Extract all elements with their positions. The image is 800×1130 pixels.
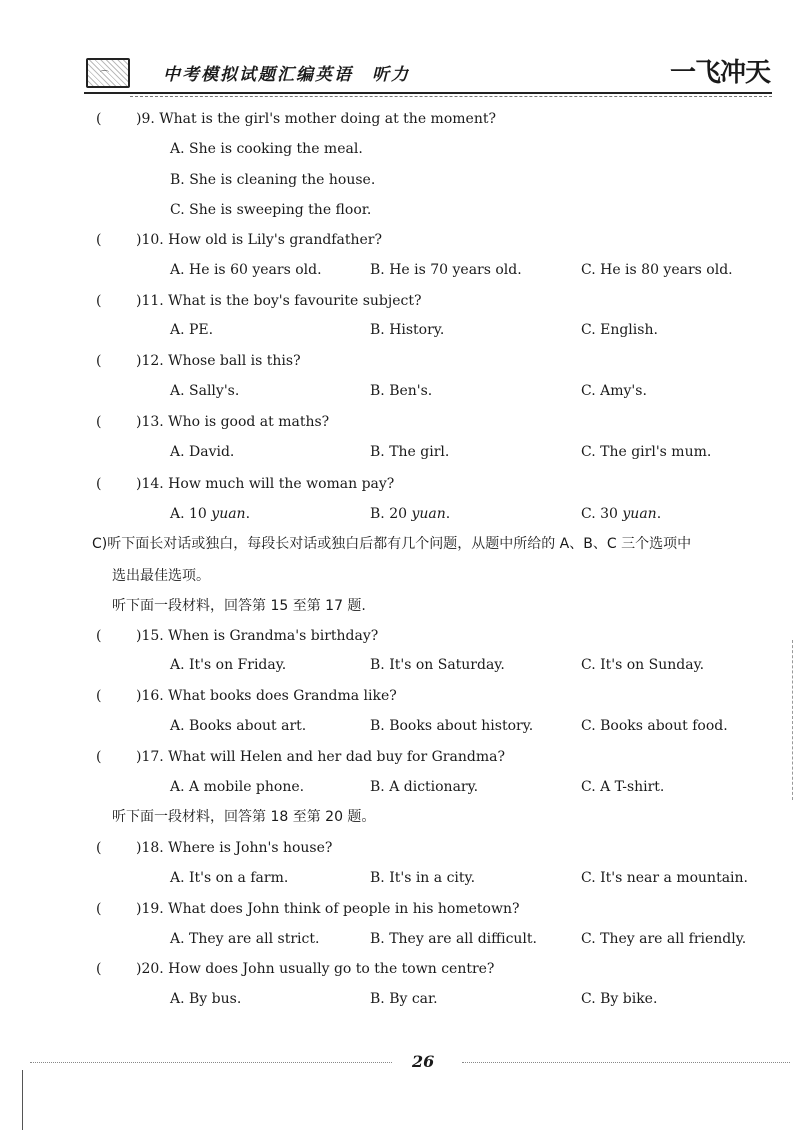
question-18: )18. Where is John's house?: [136, 840, 333, 856]
page-header: [0, 0, 800, 100]
option-18a: A. It's on a farm.: [170, 870, 289, 886]
answer-paren: (: [96, 353, 102, 369]
brand-title: 一飞冲天: [669, 58, 770, 88]
series-title: 中考模拟试题汇编英语 听力: [163, 65, 410, 85]
option-20a: A. By bus.: [170, 991, 242, 1007]
option-14c: C. 30 yuan.: [581, 506, 662, 522]
series-logo-icon: [86, 58, 130, 88]
page-number: 26: [412, 1052, 435, 1071]
option-12a: A. Sally's.: [170, 383, 240, 399]
option-9a: A. She is cooking the meal.: [170, 141, 363, 157]
section-c-instruction-cont: 选出最佳选项。: [112, 568, 210, 584]
answer-paren: (: [96, 414, 102, 430]
option-16a: A. Books about art.: [170, 718, 307, 734]
option-19a: A. They are all strict.: [170, 931, 320, 947]
option-11c: C. English.: [581, 322, 658, 338]
option-15c: C. It's on Sunday.: [581, 657, 705, 673]
question-16: )16. What books does Grandma like?: [136, 688, 397, 704]
answer-paren: (: [96, 840, 102, 856]
question-15: )15. When is Grandma's birthday?: [136, 628, 379, 644]
option-18c: C. It's near a mountain.: [581, 870, 748, 886]
header-rule: [84, 92, 772, 94]
header-dashed-rule: [130, 96, 772, 97]
answer-paren: (: [96, 749, 102, 765]
answer-paren: (: [96, 628, 102, 644]
option-9c: C. She is sweeping the floor.: [170, 202, 372, 218]
option-17b: B. A dictionary.: [370, 779, 479, 795]
option-19b: B. They are all difficult.: [370, 931, 537, 947]
question-10: )10. How old is Lily's grandfather?: [136, 232, 382, 248]
option-10a: A. He is 60 years old.: [170, 262, 322, 278]
question-20: )20. How does John usually go to the town centre?: [136, 961, 495, 977]
option-19c: C. They are all friendly.: [581, 931, 747, 947]
answer-paren: (: [96, 688, 102, 704]
option-10b: B. He is 70 years old.: [370, 262, 522, 278]
option-14b: B. 20 yuan.: [370, 506, 451, 522]
option-12b: B. Ben's.: [370, 383, 433, 399]
option-18b: B. It's in a city.: [370, 870, 476, 886]
option-13c: C. The girl's mum.: [581, 444, 712, 460]
scan-edge-mark: [792, 640, 793, 800]
option-14a: A. 10 yuan.: [170, 506, 251, 522]
option-16b: B. Books about history.: [370, 718, 534, 734]
option-17c: C. A T-shirt.: [581, 779, 665, 795]
option-16c: C. Books about food.: [581, 718, 728, 734]
section-c-instruction: C)听下面长对话或独白，每段长对话或独白后都有几个问题，从题中所给的 A、B、C 三个选项中: [92, 536, 692, 552]
answer-paren: (: [96, 232, 102, 248]
question-14: )14. How much will the woman pay?: [136, 476, 395, 492]
option-17a: A. A mobile phone.: [170, 779, 305, 795]
option-11a: A. PE.: [170, 322, 214, 338]
question-12: )12. Whose ball is this?: [136, 353, 301, 369]
question-9: )9. What is the girl's mother doing at the moment?: [136, 111, 496, 127]
option-13a: A. David.: [170, 444, 235, 460]
question-13: )13. Who is good at maths?: [136, 414, 330, 430]
question-11: )11. What is the boy's favourite subject?: [136, 293, 422, 309]
answer-paren: (: [96, 476, 102, 492]
answer-paren: (: [96, 901, 102, 917]
option-12c: C. Amy's.: [581, 383, 647, 399]
option-20c: C. By bike.: [581, 991, 658, 1007]
answer-paren: (: [96, 111, 102, 127]
footer-dotted-rule: [462, 1062, 790, 1063]
footer-dotted-rule: [30, 1062, 392, 1063]
material-intro-2: 听下面一段材料，回答第 18 至第 20 题。: [112, 809, 376, 825]
option-15a: A. It's on Friday.: [170, 657, 287, 673]
question-17: )17. What will Helen and her dad buy for Grandma?: [136, 749, 505, 765]
option-10c: C. He is 80 years old.: [581, 262, 733, 278]
material-intro-1: 听下面一段材料，回答第 15 至第 17 题.: [112, 598, 366, 614]
option-11b: B. History.: [370, 322, 445, 338]
option-15b: B. It's on Saturday.: [370, 657, 505, 673]
answer-paren: (: [96, 961, 102, 977]
option-9b: B. She is cleaning the house.: [170, 172, 376, 188]
option-20b: B. By car.: [370, 991, 438, 1007]
answer-paren: (: [96, 293, 102, 309]
scan-edge-line: [22, 1070, 23, 1130]
question-19: )19. What does John think of people in his hometown?: [136, 901, 520, 917]
logo-mark: ⌒: [100, 71, 110, 81]
option-13b: B. The girl.: [370, 444, 450, 460]
